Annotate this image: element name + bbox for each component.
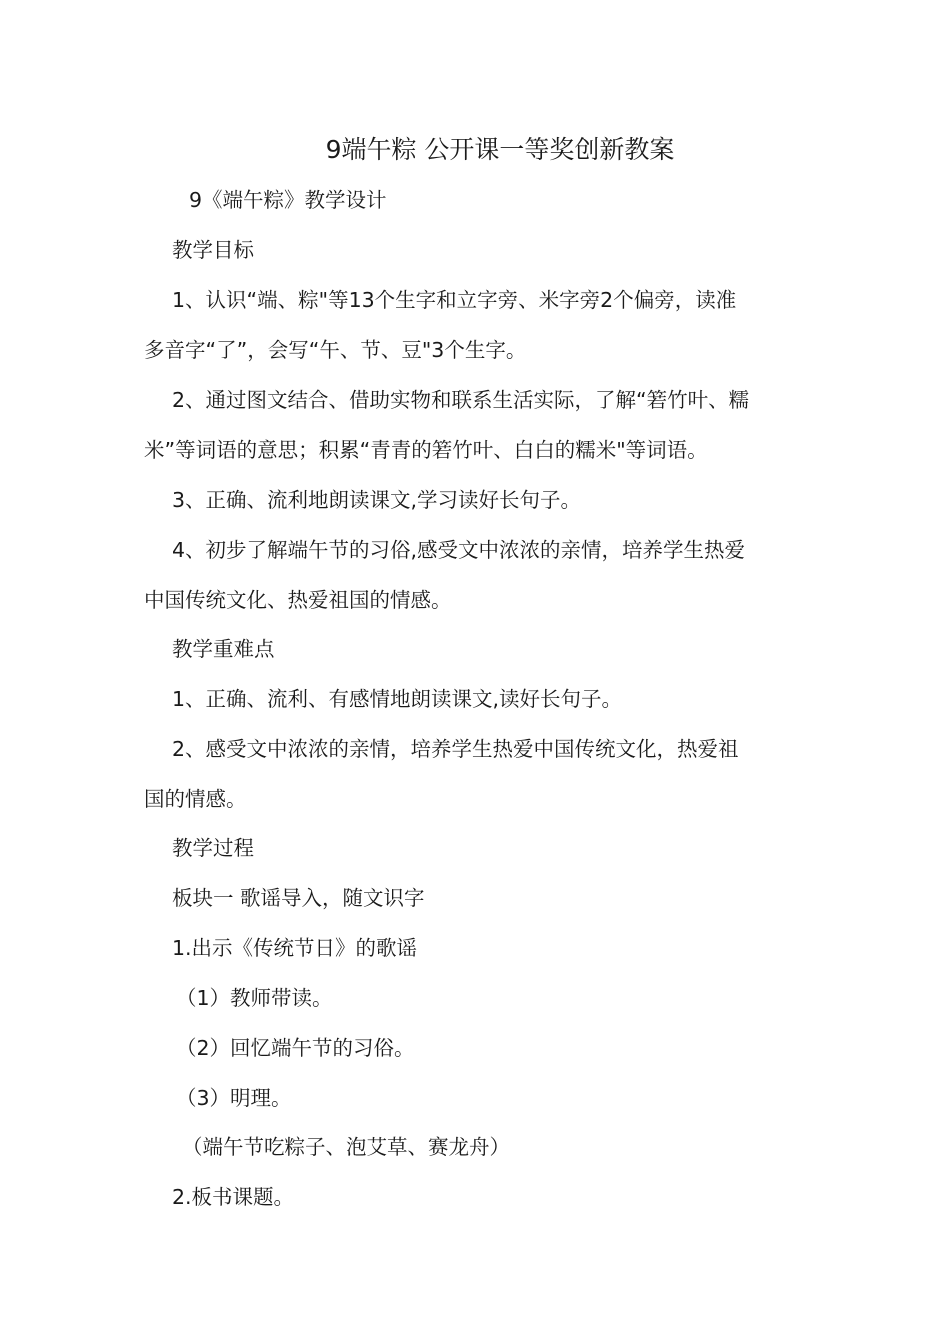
paragraph-line: 1.出示《传统节日》的歌谣: [172, 936, 418, 960]
paragraph-line: 多音字“了”，会写“午、节、豆"3个生字。: [144, 338, 527, 362]
paragraph-line: （1）教师带读。: [176, 986, 333, 1010]
paragraph-line: 1、认识“端、粽"等13个生字和立字旁、米字旁2个偏旁，读准: [172, 288, 737, 312]
paragraph-line: 2、感受文中浓浓的亲情，培养学生热爱中国传统文化，热爱祖: [172, 737, 739, 761]
paragraph-line: 2、通过图文结合、借助实物和联系生活实际，了解“箬竹叶、糯: [172, 388, 750, 412]
paragraph-line: 4、初步了解端午节的习俗,感受文中浓浓的亲情，培养学生热爱: [172, 538, 746, 562]
document-title: 9端午粽 公开课一等奖创新教案: [325, 135, 675, 164]
paragraph-line: 2.板书课题。: [172, 1185, 295, 1209]
paragraph-line: 米”等词语的意思；积累“青青的箬竹叶、白白的糯米"等词语。: [144, 438, 708, 462]
paragraph-line: （3）明理。: [176, 1086, 292, 1110]
section-heading-key-points: 教学重难点: [172, 637, 275, 661]
paragraph-line: 板块一 歌谣导入，随文识字: [172, 886, 425, 910]
paragraph-line: （2）回忆端午节的习俗。: [176, 1036, 415, 1060]
section-heading-goals: 教学目标: [172, 238, 254, 262]
subtitle-line: 9《端午粽》教学设计: [189, 188, 387, 212]
paragraph-line: 国的情感。: [144, 787, 247, 811]
section-heading-process: 教学过程: [172, 836, 254, 860]
paragraph-line: （端午节吃粽子、泡艾草、赛龙舟）: [182, 1135, 510, 1159]
paragraph-line: 3、正确、流利地朗读课文,学习读好长句子。: [172, 488, 582, 512]
paragraph-line: 1、正确、流利、有感情地朗读课文,读好长句子。: [172, 687, 623, 711]
paragraph-line: 中国传统文化、热爱祖国的情感。: [144, 588, 452, 612]
